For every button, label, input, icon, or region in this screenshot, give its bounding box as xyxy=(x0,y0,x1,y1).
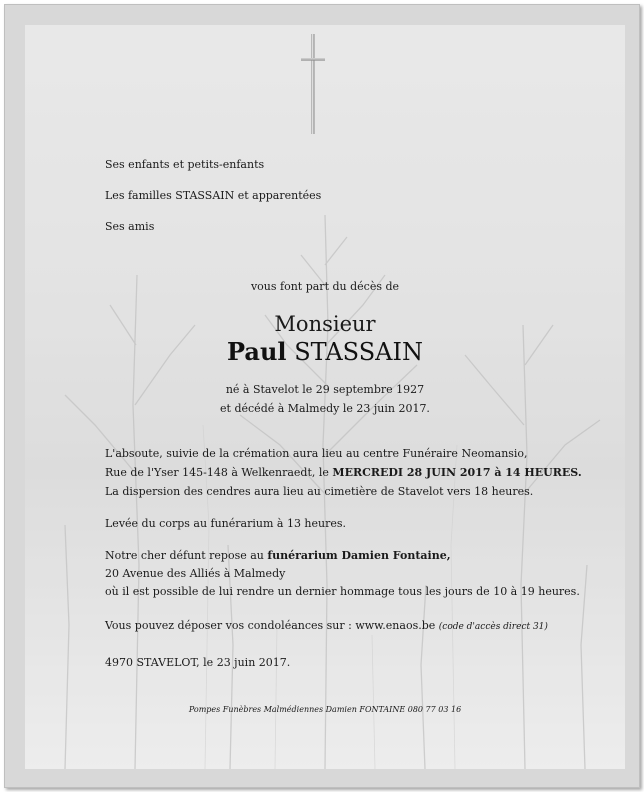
place-date: 4970 STAVELOT, le 23 juin 2017. xyxy=(105,656,291,669)
death-info: et décédé à Malmedy le 23 juin 2017. xyxy=(220,402,430,415)
condolences-line xyxy=(105,618,548,635)
birth-info: né à Stavelot le 29 septembre 1927 xyxy=(225,383,425,396)
first-name: Paul xyxy=(227,337,287,366)
condolences-text: Vous pouvez déposer vos condoléances sur : www.enaos.be xyxy=(105,619,436,632)
family-friends: Ses amis xyxy=(105,220,155,233)
card-frame xyxy=(4,4,640,788)
access-code: (code d'accès direct 31) xyxy=(438,622,548,632)
ceremony-address: Rue de l'Yser 145-148 à Welkenraedt, le xyxy=(105,466,333,479)
last-name: STASSAIN xyxy=(294,338,423,366)
funeral-home-footer: Pompes Funèbres Malmédiennes Damien FONTAINE 080 77 03 16 xyxy=(188,705,462,714)
cross-icon xyxy=(301,34,325,134)
announcement: vous font part du décès de xyxy=(250,280,400,293)
levee-info: Levée du corps au funérarium à 13 heures. xyxy=(105,517,347,530)
family-children: Ses enfants et petits-enfants xyxy=(105,158,265,171)
deceased-name xyxy=(25,338,625,366)
ceremony-line-1: L'absoute, suivie de la crémation aura lieu au centre Funéraire Neomansio, xyxy=(105,447,528,460)
funerarium-prefix: Notre cher défunt repose au xyxy=(105,549,268,562)
funerarium-line-3: où il est possible de lui rendre un dernier hommage tous les jours de 10 à 19 heures. xyxy=(105,585,580,598)
family-stassain: Les familles STASSAIN et apparentées xyxy=(105,189,322,202)
ceremony-line-3: La dispersion des cendres aura lieu au cimetière de Stavelot vers 18 heures. xyxy=(105,485,534,498)
obituary-card xyxy=(25,25,625,769)
deceased-title: Monsieur xyxy=(274,312,376,336)
ceremony-line-2 xyxy=(105,465,582,481)
funerarium-line-2: 20 Avenue des Alliés à Malmedy xyxy=(105,567,286,580)
ceremony-date: MERCREDI 28 JUIN 2017 à 14 HEURES. xyxy=(332,466,582,479)
funerarium-line-1 xyxy=(105,548,451,564)
funerarium-name: funérarium Damien Fontaine, xyxy=(267,549,451,562)
